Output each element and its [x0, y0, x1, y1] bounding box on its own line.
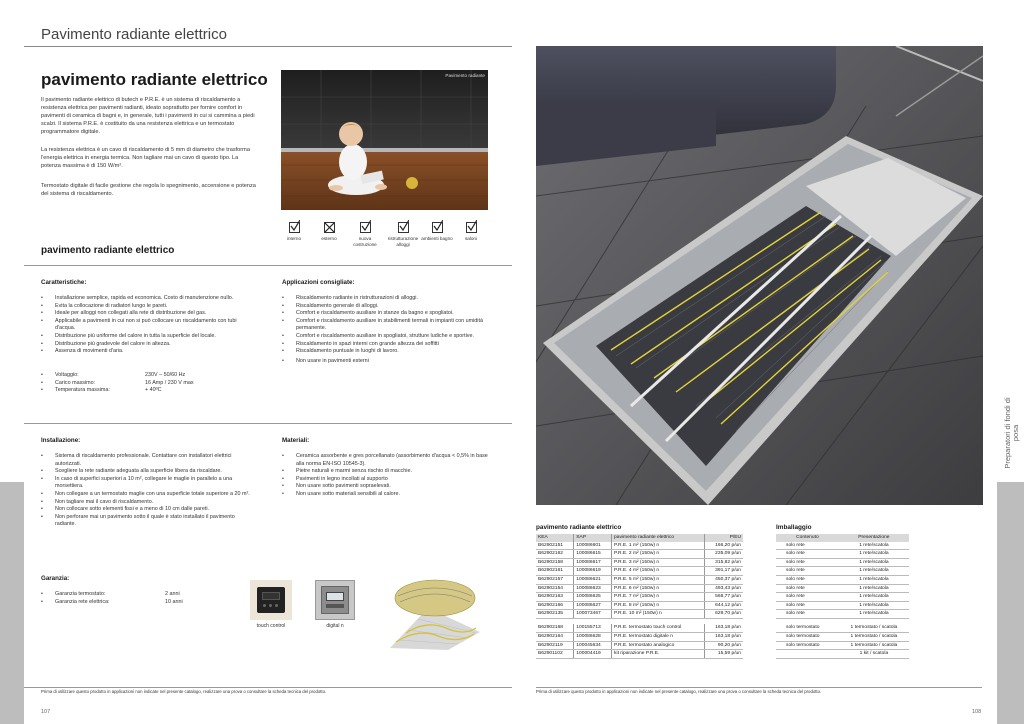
list-item: • Comfort e riscaldamento ausiliare in spogliatoi, strutture ludiche e sportive.	[282, 333, 497, 341]
column-header: KEA	[536, 534, 574, 542]
list-item: • Non usare sotto pavimenti sopraelevati.	[282, 483, 497, 491]
table-row	[776, 624, 909, 632]
icon-nuova-costruzione	[348, 222, 382, 248]
table-cell: B62902157	[536, 575, 574, 584]
table-cell: 100155713	[574, 624, 612, 632]
table-cell: P.R.E. 1 m² (150w) n	[612, 542, 705, 550]
table-cell: solo rete	[776, 550, 839, 559]
list-item: • Non usare in pavimenti esterni	[282, 358, 497, 366]
table-cell: 1 kit / scatola	[839, 650, 909, 659]
table-cell: solo rete	[776, 542, 839, 550]
garanzia-title: Garanzia:	[41, 575, 70, 582]
table-cell: solo rete	[776, 575, 839, 584]
table-row	[776, 633, 909, 642]
spec-row	[41, 372, 256, 380]
table-row	[776, 641, 909, 650]
list-item: • Comfort e riscaldamento ausiliare in stanze da bagno e spogliatoi.	[282, 310, 497, 318]
table-cell: 1 rete/scatola	[839, 558, 909, 567]
page-edge-tab	[0, 482, 24, 724]
table-cell: kit riparazione P.R.E.	[612, 650, 705, 659]
table-cell: 166,20 p/un	[704, 542, 743, 550]
table-cell: 1 termostato / scatola	[839, 624, 909, 632]
table-cell: 90,20 p/un	[704, 641, 743, 650]
table-cell: 1 rete/scatola	[839, 567, 909, 576]
footnote: Prima di utilizzare questo prodotto in applicazioni non indicate nel presente catalogo, realizzare una prova o consultare la scheda tecnica del prodotto.	[536, 689, 822, 694]
section-divider	[24, 423, 512, 424]
table-cell: solo rete	[776, 593, 839, 602]
side-category-label	[1000, 395, 1022, 475]
table-row	[536, 575, 743, 584]
table-cell: solo rete	[776, 610, 839, 619]
list-item: • Comfort e riscaldamento ausiliare in stabilimenti termali in impianti con umidità permanente.	[282, 318, 497, 333]
table-cell: solo termostato	[776, 633, 839, 642]
child-on-floor-photo	[281, 70, 488, 210]
installed-heating-mat-photo	[536, 46, 983, 505]
table-cell: P.R.E. 5 m² (150w) n	[612, 575, 705, 584]
table-row	[536, 584, 743, 593]
icon-label: ambienti bagno	[421, 236, 453, 241]
list-item: • Riscaldamento generale di alloggi.	[282, 303, 497, 311]
applicazioni-list	[282, 295, 497, 365]
table-cell: 1 rete/scatola	[839, 610, 909, 619]
icon-label: interno	[286, 236, 302, 241]
list-item: • Riscaldamento in spazi interni con grande altezza dei soffitti	[282, 341, 497, 349]
header-divider	[24, 46, 512, 47]
table-cell: 1 rete/scatola	[839, 584, 909, 593]
footnote: Prima di utilizzare questo prodotto in applicazioni non indicate nel presente catalogo, realizzare una prova o consultare la scheda tecnica del prodotto.	[41, 689, 327, 694]
materiali-title: Materiali:	[282, 437, 310, 444]
table-cell: 100086617	[574, 558, 612, 567]
table-cell: 1 termostato / scatola	[839, 641, 909, 650]
table-row	[776, 567, 909, 576]
table-cell: B62901102	[536, 650, 574, 659]
table-cell: B62902164	[536, 633, 574, 642]
section-divider	[24, 265, 512, 266]
table-row	[776, 593, 909, 602]
page-number: 107	[41, 709, 51, 715]
spec-row	[41, 380, 256, 388]
table-row	[776, 575, 909, 584]
table-cell: 450,37 p/un	[704, 575, 743, 584]
icon-label: esterno	[321, 236, 337, 241]
table-cell: B62902119	[536, 641, 574, 650]
list-item: • Ideale per alloggi non collegati alla rete di distribuzione del gas.	[41, 310, 256, 318]
table-cell: 100045634	[574, 641, 612, 650]
list-item: • Non perforare mai un pavimento sotto il quale è stato installato il pavimento radiante.	[41, 514, 256, 529]
list-item: • In caso di superfici superiori a 10 m², collegare le maglie in parallelo a una morsettiera.	[41, 476, 256, 491]
check-icon	[398, 222, 409, 233]
sub-heading: pavimento radiante elettrico	[41, 245, 175, 256]
column-header: P/EU	[704, 534, 743, 542]
table-header-row	[536, 534, 743, 542]
spec-value: + 40ºC	[145, 387, 162, 394]
list-item: • Non tagliare mai il cavo di riscaldamento.	[41, 499, 256, 507]
caratteristiche-list	[41, 295, 256, 356]
table-row	[536, 567, 743, 576]
check-icon	[360, 222, 371, 233]
spec-value: 16 Amp / 230 V max	[145, 379, 194, 386]
table-row	[536, 558, 743, 567]
table-cell	[776, 650, 839, 659]
table-row	[776, 610, 909, 619]
table-cell: P.R.E. termostato touch control	[612, 624, 705, 632]
icon-ristrutturazione	[386, 222, 420, 248]
table-cell: 100086625	[574, 593, 612, 602]
table-cell: solo rete	[776, 567, 839, 576]
touch-control-thermostat	[250, 580, 292, 620]
heating-mat-roll	[388, 578, 482, 650]
applicazioni-title: Applicazioni consigliate:	[282, 279, 355, 286]
side-category-text: Preparatori di fondi di posa	[1003, 397, 1020, 469]
column-header: pavimento radiante elettrico	[612, 534, 705, 542]
column-header: Contenuto	[776, 534, 839, 542]
application-icons	[281, 222, 491, 256]
table-cell: P.R.E. 6 m² (150w) n	[612, 584, 705, 593]
spec-value: 10 anni	[165, 598, 183, 605]
table-cell: 568,77 p/un	[704, 593, 743, 602]
table-row	[536, 650, 743, 659]
table-cell: solo rete	[776, 584, 839, 593]
floor-photo-illustration	[536, 46, 983, 505]
column-header: Presentazione	[839, 534, 909, 542]
list-item: • Non collegare a un termostato maglie con una superficie totale superiore a 20 m².	[41, 491, 256, 499]
table-row	[776, 542, 909, 550]
table-cell: P.R.E. 8 m² (150w) n	[612, 601, 705, 610]
table-cell: solo rete	[776, 601, 839, 610]
table-cell: 100086615	[574, 550, 612, 559]
digital-thermostat	[315, 580, 355, 620]
table-cell: P.R.E. 7 m² (150w) n	[612, 593, 705, 602]
garanzia-specs	[41, 591, 241, 606]
product-table	[536, 534, 743, 659]
list-item: • Riscaldamento puntuale in luoghi di lavoro.	[282, 348, 497, 356]
spec-value: 230V – 50/60 Hz	[145, 372, 186, 378]
intro-paragraph-3: Termostato digitale di facile gestione che regola lo spegnimento, accensione e potenza del sistema di riscaldamento.	[41, 183, 256, 197]
spec-value: 2 anni	[165, 591, 180, 597]
table-header-row	[776, 534, 909, 542]
table-cell: B62902161	[536, 567, 574, 576]
packaging-table	[776, 534, 909, 659]
footer-divider	[24, 687, 512, 688]
table-cell: 163,18 p/un	[704, 624, 743, 632]
packaging-table-title: Imballaggio	[776, 524, 812, 531]
list-item: • Pavimenti in legno incollati al supporto	[282, 476, 497, 484]
table-row	[776, 601, 909, 610]
installazione-list	[41, 453, 256, 529]
table-row	[776, 650, 909, 659]
page-edge-tab	[997, 482, 1024, 724]
photo-illustration	[281, 70, 488, 210]
table-cell: B62902163	[536, 593, 574, 602]
caratteristiche-specs	[41, 372, 256, 395]
table-row	[776, 584, 909, 593]
table-cell: 100086621	[574, 575, 612, 584]
table-row	[536, 641, 743, 650]
table-cell: solo rete	[776, 558, 839, 567]
footer-divider	[536, 687, 982, 688]
table-cell: 100086627	[574, 601, 612, 610]
intro-paragraph-2: La resistenza elettrica è un cavo di riscaldamento di 5 mm di diametro che trasforma l'energia elettrica in energia termica. Non tagliare mai un cavo di questo tipo. La potenza massima è di 150 W/m².	[41, 147, 250, 169]
list-item: • Pietre naturali e marmi senza rischio di macchie.	[282, 468, 497, 476]
table-cell: 493,43 p/un	[704, 584, 743, 593]
table-cell: 100086628	[574, 633, 612, 642]
list-item: • Riscaldamento radiante in ristrutturazioni di alloggi.	[282, 295, 497, 303]
spec-key: Carico massimo:	[55, 379, 96, 386]
section-heading: pavimento radiante elettrico	[41, 70, 268, 89]
check-icon	[466, 222, 477, 233]
table-cell: B62902158	[536, 558, 574, 567]
list-item: • Applicabile a pavimenti in cui non si può collocare un riscaldamento con tubi d'acqua.	[41, 318, 256, 333]
spec-row	[41, 387, 256, 395]
table-cell: 1 rete/scatola	[839, 575, 909, 584]
list-item: • Assenza di movimenti d'aria.	[41, 348, 256, 356]
table-cell: 100004419	[574, 650, 612, 659]
table-cell: 1 rete/scatola	[839, 593, 909, 602]
table-cell: 100086619	[574, 567, 612, 576]
spec-row	[41, 591, 241, 599]
page-number: 108	[972, 709, 982, 715]
list-item: • Non collocare sotto elementi fissi e a meno di 10 cm dalle pareti.	[41, 506, 256, 514]
table-cell: P.R.E. termostato digitale n	[612, 633, 705, 642]
list-item: • Installazione semplice, rapida ed economica. Costo di manutenzione nullo.	[41, 295, 256, 303]
table-cell: B62902162	[536, 550, 574, 559]
product-caption: digital n	[326, 623, 344, 629]
table-cell: P.R.E. 3 m² (150w) n	[612, 558, 705, 567]
table-row	[536, 542, 743, 550]
list-item: • Scegliere la rete radiante adeguata alla superficie libera da riscaldare.	[41, 468, 256, 476]
table-cell: 391,17 p/un	[704, 567, 743, 576]
table-cell: 644,12 p/un	[704, 601, 743, 610]
table-cell: 100086623	[574, 584, 612, 593]
list-item: • Distribuzione più gradevole del calore in altezza.	[41, 341, 256, 349]
heating-mat-illustration	[388, 578, 482, 650]
list-item: • Non usare sotto materiali sensibili al calore.	[282, 491, 497, 499]
table-cell: 1 rete/scatola	[839, 601, 909, 610]
list-item: • Sistema di riscaldamento professionale. Contattare con installatori elettrici autorizzati.	[41, 453, 256, 468]
icon-ambienti-bagno	[420, 222, 454, 242]
list-item: • Ceramica assorbente e gres porcellanato (assorbimento d'acqua < 0,5% in base alla norma EN-ISO 10545-3).	[282, 453, 497, 468]
table-row	[536, 601, 743, 610]
table-cell: 100073467	[574, 610, 612, 619]
table-cell: B62902135	[536, 610, 574, 619]
spec-row	[41, 599, 241, 607]
table-cell: 629,70 p/un	[704, 610, 743, 619]
list-item: • Evita la collocazione di radiatori lungo le pareti.	[41, 303, 256, 311]
table-cell: 100086601	[574, 542, 612, 550]
table-cell: 235,09 p/un	[704, 550, 743, 559]
spec-key: Voltaggio:	[55, 372, 79, 378]
list-item: • Distribuzione più uniforme del calore in tutta la superficie del locale.	[41, 333, 256, 341]
table-cell: solo termostato	[776, 641, 839, 650]
table-cell: B62902151	[536, 542, 574, 550]
table-cell: P.R.E. termostato analogico	[612, 641, 705, 650]
check-icon	[289, 222, 300, 233]
table-cell: P.R.E. 2 m² (150w) n	[612, 550, 705, 559]
product-caption: touch control	[256, 623, 286, 629]
table-cell: 315,82 p/un	[704, 558, 743, 567]
intro-paragraph-1: Il pavimento radiante elettrico di butech e P.R.E. è un sistema di riscaldamento a resistenza elettrica per pavimenti radianti, ideato soprattutto per fornire comfort in pavimenti di ceramica di bagni e, in generale, tutti i pavimenti in cui si cammina a piedi scalzi. Il sistema P.R.E. è costituito da una resistenza elettrica e un termostato programmatore digitale.	[41, 97, 255, 135]
table-cell: B62902168	[536, 624, 574, 632]
table-row	[776, 558, 909, 567]
table-cell: 1 rete/scatola	[839, 542, 909, 550]
spec-key: Garanzia rete elettrica:	[55, 598, 110, 605]
table-cell: B62902154	[536, 584, 574, 593]
materiali-list	[282, 453, 497, 499]
table-cell: 15,59 p/un	[704, 650, 743, 659]
table-row	[536, 550, 743, 559]
spec-key: Temperatura massima:	[55, 387, 110, 394]
table-cell: 1 termostato / scatola	[839, 633, 909, 642]
photo-tag: Pavimento radiante	[445, 73, 485, 78]
product-table-title: pavimento radiante elettrico	[536, 524, 622, 531]
table-cell: P.R.E. 10 m² (150w) n	[612, 610, 705, 619]
table-row	[536, 633, 743, 642]
icon-esterno	[312, 222, 346, 242]
table-row	[776, 550, 909, 559]
table-row	[536, 610, 743, 619]
caratteristiche-title: Caratteristiche:	[41, 279, 87, 286]
icon-label: nuova costruzione	[353, 236, 377, 247]
table-cell: P.R.E. 4 m² (150w) n	[612, 567, 705, 576]
table-cell: 1 rete/scatola	[839, 550, 909, 559]
check-icon	[432, 222, 443, 233]
column-header: SAP	[574, 534, 612, 542]
icon-saloni	[454, 222, 488, 242]
icon-interno	[277, 222, 311, 242]
icon-label: saloni	[464, 236, 477, 241]
page-header-title: Pavimento radiante elettrico	[41, 26, 227, 43]
table-cell: solo termostato	[776, 624, 839, 632]
icon-label: ristrutturazione alloggi	[387, 236, 419, 247]
table-row	[536, 593, 743, 602]
table-cell: B62902166	[536, 601, 574, 610]
cross-icon	[324, 222, 335, 233]
table-row	[536, 624, 743, 632]
table-cell: 163,18 p/un	[704, 633, 743, 642]
spec-key: Garanzia termostato:	[55, 591, 106, 597]
installazione-title: Installazione:	[41, 437, 81, 444]
